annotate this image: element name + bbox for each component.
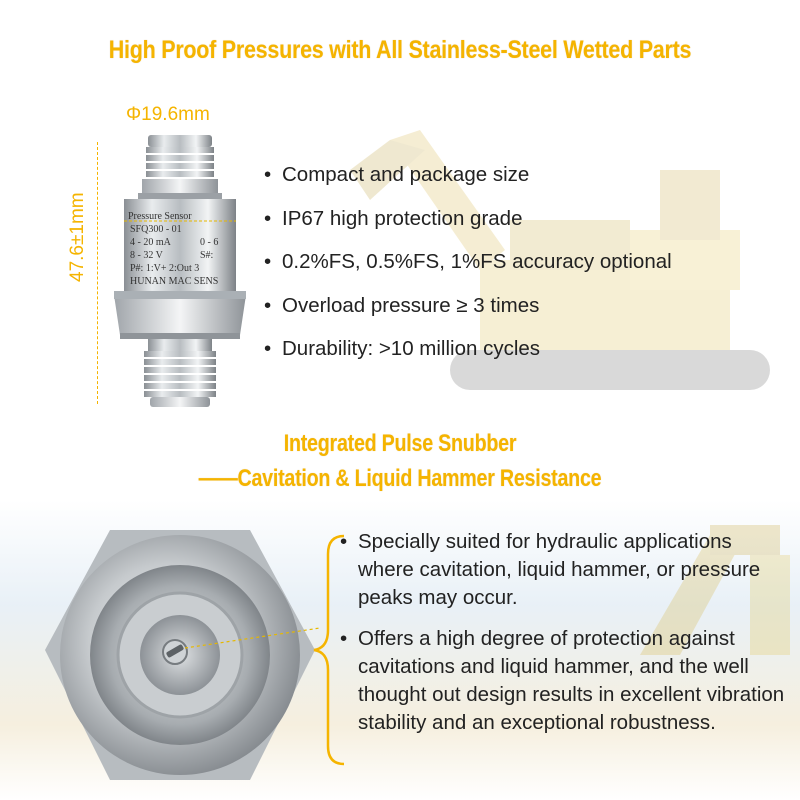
note-item [340,528,790,612]
diameter-dimension: Φ19.6mm [126,104,210,125]
pressure-sensor-image [100,135,260,415]
sensor-label-line: 8 - 32 V [130,250,163,261]
bullet-icon: • [264,337,272,360]
height-dimension: 47.6±1mm [67,192,88,282]
feature-item [264,291,672,335]
sensor-label-line: Pressure Sensor [128,211,192,222]
feature-text: Compact and package size [282,163,530,186]
bullet-icon: • [264,250,272,273]
sensor-label-line: S#: [200,250,214,261]
feature-text: IP67 high protection grade [282,206,523,230]
feature-list [264,160,672,378]
feature-text: Durability: >10 million cycles [282,337,541,360]
bullet-icon: • [340,530,348,553]
feature-item [264,204,672,248]
snubber-heading: Integrated Pulse Snubber [283,430,517,457]
note-text: Specially suited for hydraulic applications where cavitation, liquid hammer, or pressure peaks may occur. [358,530,761,609]
feature-item [264,160,672,204]
sensor-label-line: SFQ300 - 01 [130,224,182,235]
note-text: Offers a high degree of protection against cavitations and liquid hammer, and the well thought out design results in excellent vibration stability and an exceptional robustness. [358,627,785,734]
bullet-icon: • [264,293,272,317]
bullet-icon: • [264,206,272,230]
sensor-label-line: P#: 1:V+ 2:Out 3 [130,263,200,274]
feature-item [264,247,672,291]
sensor-label-line: 0 - 6 [200,237,219,248]
bullet-icon: • [264,163,272,186]
main-heading: High Proof Pressures with All Stainless-Steel Wetted Parts [108,36,692,64]
feature-text: 0.2%FS, 0.5%FS, 1%FS accuracy optional [282,250,672,273]
bullet-icon: • [340,627,348,650]
feature-item [264,334,672,378]
feature-text: Overload pressure ≥ 3 times [282,293,540,317]
snubber-subheading: ——Cavitation & Liquid Hammer Resistance [198,465,602,492]
sensor-label-line: HUNAN MAC SENS [130,276,219,287]
pulse-snubber-port-image [40,520,320,790]
snubber-notes [340,528,790,750]
sensor-label-line: 4 - 20 mA [130,237,171,248]
height-dimension-line [97,142,98,404]
note-item [340,625,790,737]
